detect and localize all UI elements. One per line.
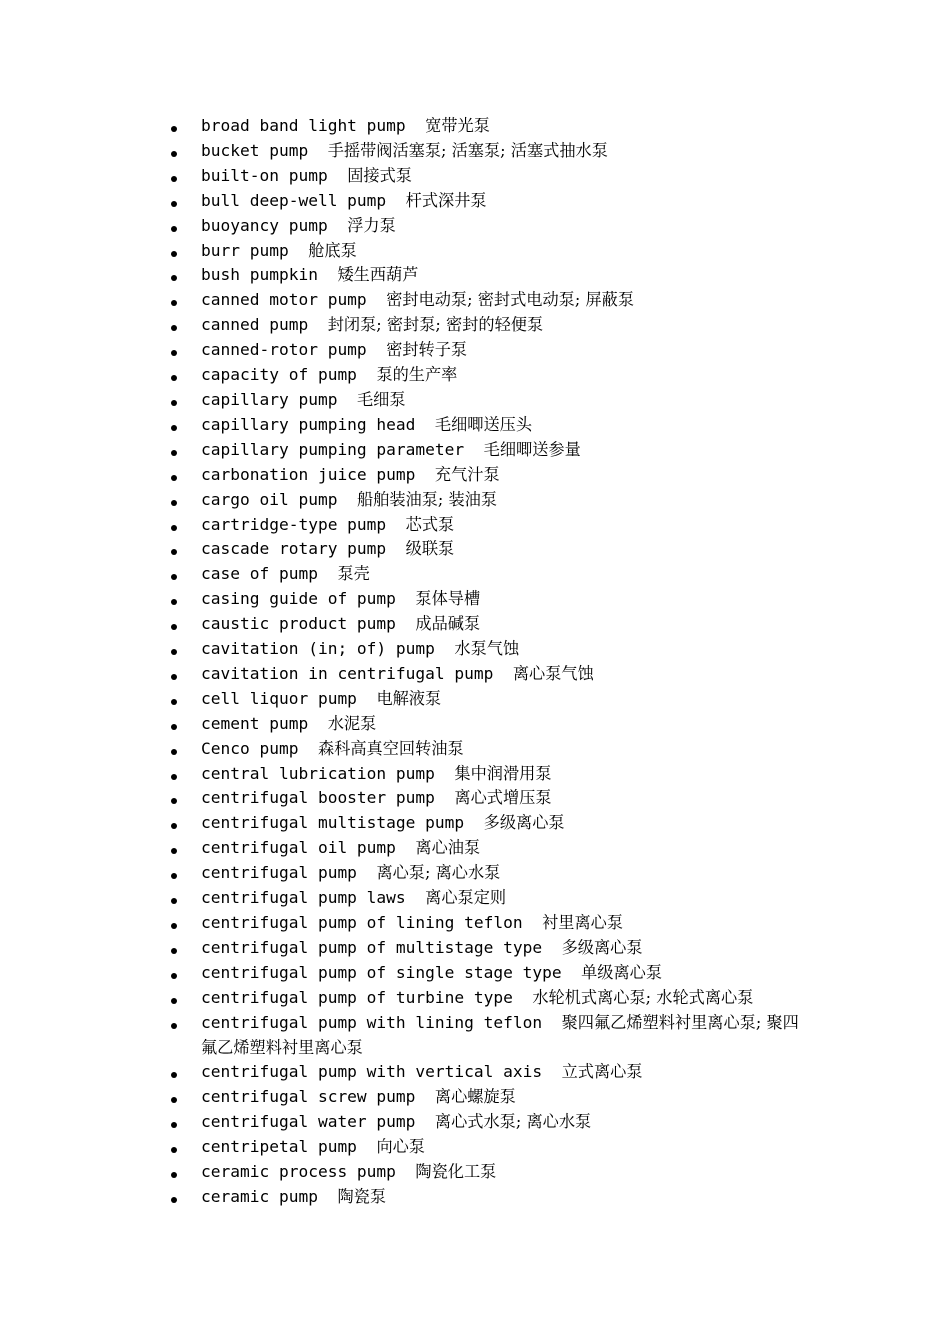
- glossary-entry: [168, 1085, 808, 1110]
- bullet-icon: [171, 1023, 177, 1029]
- entry-separator: [493, 664, 513, 683]
- glossary-entry: [168, 737, 808, 762]
- entry-term: bush pumpkin: [201, 265, 318, 285]
- entry-term: case of pump: [201, 564, 318, 584]
- bullet-icon: [171, 1147, 177, 1153]
- entry-translation: 多级离心泵: [561, 937, 643, 957]
- entry-translation: 船舶装油泵; 装油泵: [356, 489, 498, 509]
- entry-separator: [357, 1137, 377, 1156]
- entry-translation: 电解液泵: [376, 688, 442, 708]
- bullet-icon: [171, 674, 177, 680]
- entry-separator: [464, 813, 484, 832]
- bullet-icon: [171, 1172, 177, 1178]
- bullet-icon: [171, 699, 177, 705]
- entry-translation: 密封电动泵; 密封式电动泵; 屏蔽泵: [386, 290, 635, 310]
- entry-term: capillary pumping head: [201, 414, 416, 434]
- entry-separator: [396, 1162, 416, 1181]
- entry-translation: 陶瓷化工泵: [415, 1162, 497, 1182]
- entry-separator: [523, 913, 543, 932]
- bullet-icon: [171, 275, 177, 281]
- glossary-entry: [168, 1185, 808, 1210]
- glossary-entry: [168, 587, 808, 612]
- glossary-entry: [168, 687, 808, 712]
- entry-separator: [289, 241, 309, 260]
- entry-term: centrifugal pump laws: [201, 888, 406, 908]
- glossary-entry: [168, 114, 808, 139]
- bullet-icon: [171, 848, 177, 854]
- entry-term: broad band light pump: [201, 116, 406, 135]
- entry-translation: 封闭泵; 密封泵; 密封的轻便泵: [327, 315, 544, 335]
- entry-term: cavitation (in; of) pump: [201, 639, 435, 659]
- entry-term: cartridge-type pump: [201, 514, 387, 534]
- entry-term: burr pump: [201, 240, 289, 260]
- bullet-icon: [171, 176, 177, 182]
- entry-separator: [337, 490, 357, 509]
- bullet-icon: [171, 226, 177, 232]
- entry-term: centrifugal pump with vertical axis: [201, 1062, 543, 1082]
- glossary-list: [168, 114, 808, 1210]
- bullet-icon: [171, 375, 177, 381]
- entry-separator: [367, 290, 387, 309]
- entry-separator: [396, 589, 416, 608]
- entry-translation: 密封转子泵: [386, 340, 468, 360]
- entry-term: cell liquor pump: [201, 688, 357, 708]
- glossary-entry: [168, 413, 808, 438]
- entry-translation: 立式离心泵: [561, 1062, 643, 1082]
- entry-separator: [308, 714, 328, 733]
- bullet-icon: [171, 948, 177, 954]
- entry-separator: [308, 315, 328, 334]
- entry-separator: [386, 191, 406, 210]
- bullet-icon: [171, 1097, 177, 1103]
- entry-term: bull deep-well pump: [201, 190, 387, 210]
- bullet-icon: [171, 400, 177, 406]
- glossary-entry: [168, 986, 808, 1011]
- entry-translation: 毛细唧送参量: [483, 439, 581, 459]
- entry-term: centrifugal pump with lining teflon: [201, 1012, 543, 1032]
- entry-translation: 单级离心泵: [581, 962, 663, 982]
- glossary-entry: [168, 786, 808, 811]
- entry-translation: 浮力泵: [347, 215, 396, 235]
- entry-translation: 离心式增压泵: [454, 788, 552, 808]
- glossary-entry: [168, 1011, 808, 1061]
- entry-separator: [318, 1187, 338, 1206]
- entry-translation: 离心泵; 离心水泵: [376, 863, 501, 883]
- glossary-entry: [168, 214, 808, 239]
- entry-translation: 离心泵定则: [425, 888, 507, 908]
- entry-separator: [435, 788, 455, 807]
- entry-translation: 离心油泵: [415, 838, 481, 858]
- glossary-entry: [168, 537, 808, 562]
- glossary-entry: [168, 313, 808, 338]
- entry-term: cargo oil pump: [201, 489, 338, 509]
- entry-separator: [464, 440, 484, 459]
- entry-term: cavitation in centrifugal pump: [201, 663, 494, 683]
- entry-term: centrifugal pump of single stage type: [201, 962, 562, 982]
- glossary-entry: [168, 961, 808, 986]
- entry-translation: 矮生西葫芦: [337, 265, 419, 285]
- glossary-entry: [168, 463, 808, 488]
- entry-translation: 杆式深井泵: [405, 190, 487, 210]
- bullet-icon: [171, 873, 177, 879]
- entry-term: buoyancy pump: [201, 215, 328, 235]
- entry-translation: 衬里离心泵: [542, 913, 624, 932]
- glossary-entry: [168, 836, 808, 861]
- entry-separator: [415, 1112, 435, 1131]
- bullet-icon: [171, 325, 177, 331]
- bullet-icon: [171, 525, 177, 531]
- entry-term: centrifugal booster pump: [201, 788, 435, 808]
- glossary-entry: [168, 288, 808, 313]
- bullet-icon: [171, 798, 177, 804]
- entry-term: ceramic process pump: [201, 1162, 396, 1182]
- entry-translation: 固接式泵: [347, 165, 412, 185]
- entry-translation: 离心泵气蚀: [512, 663, 594, 683]
- entry-term: casing guide of pump: [201, 589, 396, 609]
- bullet-icon: [171, 823, 177, 829]
- bullet-icon: [171, 724, 177, 730]
- bullet-icon: [171, 450, 177, 456]
- entry-separator: [357, 365, 377, 384]
- entry-translation: 集中润滑用泵: [454, 763, 552, 783]
- glossary-entry: [168, 1060, 808, 1085]
- entry-term: centrifugal pump: [201, 863, 357, 883]
- glossary-entry: [168, 886, 808, 911]
- entry-term: centripetal pump: [201, 1137, 357, 1157]
- bullet-icon: [171, 300, 177, 306]
- entry-translation: 泵体导槽: [415, 589, 481, 609]
- entry-separator: [298, 739, 318, 758]
- bullet-icon: [171, 574, 177, 580]
- bullet-icon: [171, 898, 177, 904]
- entry-separator: [415, 1087, 435, 1106]
- bullet-icon: [171, 624, 177, 630]
- entry-translation: 芯式泵: [405, 514, 455, 534]
- entry-separator: [386, 539, 406, 558]
- entry-separator: [435, 764, 455, 783]
- entry-term: capillary pumping parameter: [201, 439, 465, 459]
- entry-translation: 离心螺旋泵: [434, 1087, 516, 1107]
- entry-separator: [513, 988, 533, 1007]
- entry-separator: [562, 963, 582, 982]
- bullet-icon: [171, 923, 177, 929]
- bullet-icon: [171, 973, 177, 979]
- entry-term: canned pump: [201, 315, 309, 335]
- entry-separator: [396, 838, 416, 857]
- glossary-entry: [168, 513, 808, 538]
- entry-term: centrifugal pump of lining teflon: [201, 913, 523, 932]
- glossary-entry: [168, 936, 808, 961]
- entry-term: capillary pump: [201, 389, 338, 409]
- entry-term: ceramic pump: [201, 1186, 318, 1206]
- entry-separator: [308, 141, 328, 160]
- bullet-icon: [171, 251, 177, 257]
- entry-translation: 多级离心泵: [483, 813, 565, 833]
- entry-translation: 成品碱泵: [415, 614, 481, 634]
- entry-translation: 级联泵: [405, 539, 455, 559]
- bullet-icon: [171, 425, 177, 431]
- bullet-icon: [171, 649, 177, 655]
- bullet-icon: [171, 549, 177, 555]
- bullet-icon: [171, 1072, 177, 1078]
- entry-term: central lubrication pump: [201, 763, 435, 783]
- entry-translation: 舱底泵: [308, 240, 357, 260]
- entry-term: centrifugal multistage pump: [201, 813, 465, 833]
- glossary-entry: [168, 861, 808, 886]
- entry-separator: [357, 689, 377, 708]
- bullet-icon: [171, 350, 177, 356]
- entry-term: bucket pump: [201, 140, 309, 160]
- glossary-entry: [168, 189, 808, 214]
- glossary-entry: [168, 811, 808, 836]
- entry-translation: 向心泵: [376, 1137, 425, 1157]
- glossary-entry: [168, 263, 808, 288]
- entry-separator: [542, 1062, 562, 1081]
- glossary-entry: [168, 1110, 808, 1135]
- glossary-entry: [168, 612, 808, 637]
- entry-term: capacity of pump: [201, 365, 357, 385]
- entry-term: centrifugal oil pump: [201, 838, 396, 858]
- entry-separator: [542, 938, 562, 957]
- entry-separator: [542, 1013, 562, 1032]
- entry-term: centrifugal pump of turbine type: [201, 987, 513, 1007]
- glossary-entry: [168, 712, 808, 737]
- entry-term: cascade rotary pump: [201, 539, 387, 559]
- entry-separator: [396, 614, 416, 633]
- glossary-entry: [168, 388, 808, 413]
- entry-separator: [406, 888, 426, 907]
- entry-separator: [318, 265, 338, 284]
- entry-translation: 水轮机式离心泵; 水轮式离心泵: [532, 987, 754, 1007]
- entry-translation: 毛细唧送压头: [434, 414, 533, 434]
- entry-separator: [328, 216, 348, 235]
- glossary-entry: [168, 637, 808, 662]
- entry-term: built-on pump: [201, 165, 328, 185]
- bullet-icon: [171, 151, 177, 157]
- bullet-icon: [171, 475, 177, 481]
- entry-term: canned-rotor pump: [201, 340, 367, 360]
- bullet-icon: [171, 201, 177, 207]
- entry-separator: [337, 390, 357, 409]
- glossary-entry: [168, 438, 808, 463]
- bullet-icon: [171, 126, 177, 132]
- entry-term: centrifugal screw pump: [201, 1087, 416, 1107]
- glossary-entry: [168, 662, 808, 687]
- entry-term: carbonation juice pump: [201, 464, 416, 484]
- entry-translation: 聚四氟乙烯塑料衬里离心泵; 聚四氟乙烯塑料衬里离心泵: [201, 1012, 799, 1057]
- glossary-entry: [168, 1160, 808, 1185]
- glossary-entry: [168, 762, 808, 787]
- bullet-icon: [171, 1197, 177, 1203]
- entry-term: canned motor pump: [201, 290, 367, 310]
- entry-term: Cenco pump: [201, 738, 299, 758]
- entry-translation: 陶瓷泵: [337, 1186, 387, 1206]
- entry-translation: 手摇带阀活塞泵; 活塞泵; 活塞式抽水泵: [327, 140, 608, 160]
- bullet-icon: [171, 599, 177, 605]
- entry-translation: 宽带光泵: [425, 116, 490, 135]
- entry-term: caustic product pump: [201, 614, 396, 634]
- entry-separator: [367, 340, 387, 359]
- entry-separator: [386, 515, 406, 534]
- glossary-entry: [168, 239, 808, 264]
- glossary-entry: [168, 338, 808, 363]
- entry-separator: [415, 465, 435, 484]
- glossary-entry: [168, 488, 808, 513]
- entry-translation: 泵的生产率: [376, 365, 458, 385]
- entry-separator: [328, 166, 348, 185]
- bullet-icon: [171, 998, 177, 1004]
- bullet-icon: [171, 749, 177, 755]
- bullet-icon: [171, 1122, 177, 1128]
- entry-translation: 泵壳: [337, 564, 370, 584]
- glossary-entry: [168, 363, 808, 388]
- entry-separator: [415, 415, 435, 434]
- entry-translation: 离心式水泵; 离心水泵: [434, 1112, 592, 1132]
- glossary-entry: [168, 139, 808, 164]
- entry-term: centrifugal water pump: [201, 1112, 416, 1132]
- entry-translation: 森科高真空回转油泵: [317, 738, 464, 758]
- entry-translation: 毛细泵: [356, 389, 406, 409]
- entry-translation: 水泥泵: [327, 713, 377, 733]
- glossary-entry: [168, 562, 808, 587]
- entry-translation: 水泵气蚀: [454, 639, 520, 659]
- glossary-entry: [168, 1135, 808, 1160]
- entry-term: centrifugal pump of multistage type: [201, 937, 543, 957]
- glossary-entry: [168, 164, 808, 189]
- entry-separator: [406, 116, 426, 135]
- bullet-icon: [171, 500, 177, 506]
- entry-translation: 充气汁泵: [434, 464, 500, 484]
- entry-separator: [318, 564, 338, 583]
- entry-separator: [357, 863, 377, 882]
- entry-term: cement pump: [201, 713, 309, 733]
- bullet-icon: [171, 774, 177, 780]
- entry-separator: [435, 639, 455, 658]
- glossary-entry: [168, 911, 808, 936]
